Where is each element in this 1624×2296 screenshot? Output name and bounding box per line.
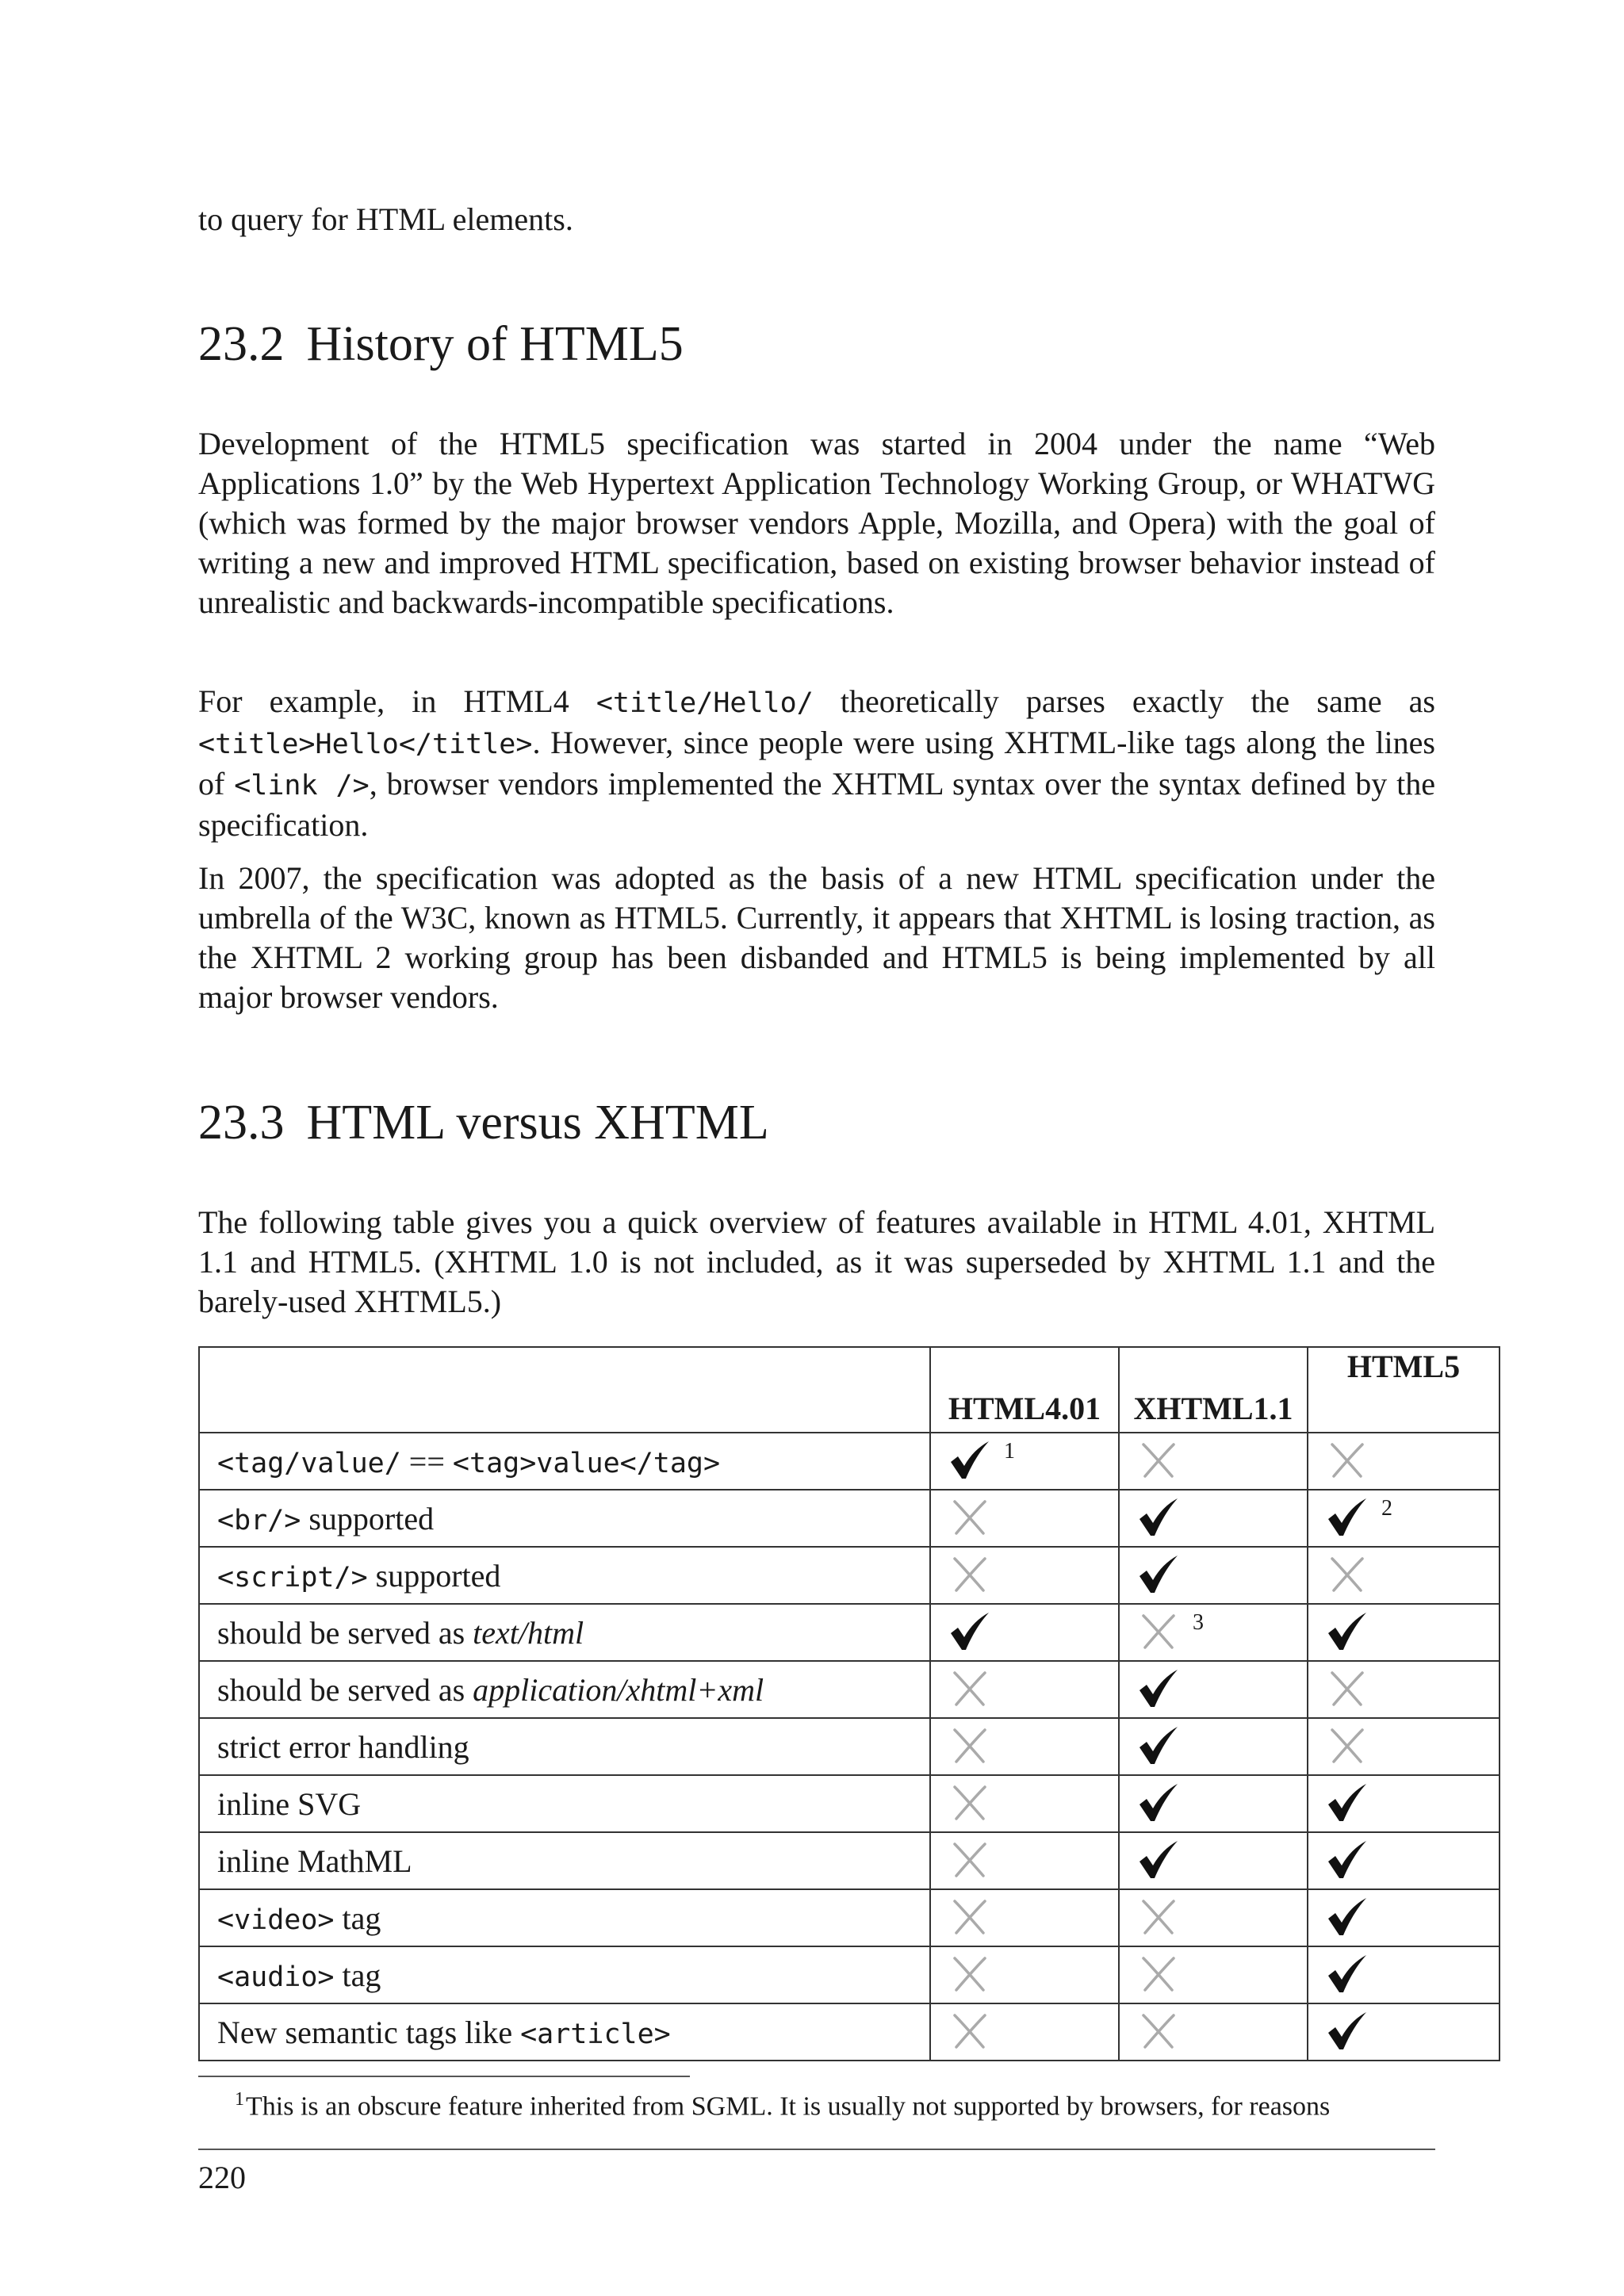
feature-cell [199,1490,930,1547]
support-cell-xhtml11 [1119,1889,1308,1946]
cross-icon [1326,1725,1369,1768]
footnote-reference: 1 [1004,1438,1015,1464]
cross-icon [1137,1896,1180,1939]
table-row [199,1946,1500,2003]
table-row [199,1775,1500,1832]
feature-text: New semantic tags like [217,2014,521,2050]
check-icon [1326,2011,1369,2053]
table-row [199,1718,1500,1775]
footnote-reference: 2 [1381,1495,1392,1521]
check-icon [948,1440,991,1483]
check-icon [1326,1954,1369,1996]
intro-fragment: to query for HTML elements. [198,201,573,237]
feature-cell [199,1946,930,2003]
inline-code: <title/Hello/ [596,687,814,719]
support-cell-html5 [1308,1889,1500,1946]
support-cell-html5 [1308,1433,1500,1490]
cross-icon [1137,1440,1180,1483]
support-cell-html5 [1308,1604,1500,1661]
feature-text: tag [334,1900,381,1936]
inline-code: <tag>value</tag> [452,1447,721,1479]
table-row [199,1604,1500,1661]
support-cell-xhtml11 [1119,1775,1308,1832]
header-xhtml11: XHTML1.1 [1119,1347,1308,1433]
history-paragraph-2: For example, in HTML4 <title/Hello/ theoretically parses exactly the same as <title>Hello</title>. However, since people were using XHTML-like tags along the lines of <link />, browser vendors implemented the XHTML syntax over the syntax defined by the specification. [198,683,1435,843]
support-cell-html401 [930,1775,1119,1832]
feature-cell [199,1832,930,1889]
header-html401: HTML4.01 [930,1347,1119,1433]
support-cell-html401 [930,1889,1119,1946]
inline-code: <script/> [217,1561,368,1594]
table-row [199,1490,1500,1547]
cross-icon [948,1497,991,1540]
feature-cell [199,1604,930,1661]
support-cell-xhtml11 [1119,1832,1308,1889]
support-cell-html401 [930,1832,1119,1889]
support-cell-html401 [930,1661,1119,1718]
check-icon [1137,1839,1180,1882]
cross-icon [948,1954,991,1996]
support-cell-html5 [1308,1547,1500,1604]
footnote-reference: 3 [1193,1609,1204,1635]
feature-text: inline SVG [217,1785,362,1822]
support-cell-xhtml11 [1119,1604,1308,1661]
support-cell-html5 [1308,2003,1500,2061]
cross-icon [1326,1668,1369,1711]
check-icon [1137,1497,1180,1540]
inline-code: <tag/value/ [217,1447,401,1479]
feature-text: == [400,1443,453,1479]
section-heading-history [198,316,1435,373]
section-number: 23.3 [198,1096,285,1150]
cross-icon [948,1554,991,1597]
cross-icon [1326,1440,1369,1483]
check-icon [1137,1782,1180,1825]
feature-cell [199,1547,930,1604]
support-cell-xhtml11 [1119,2003,1308,2061]
check-icon [1326,1611,1369,1654]
feature-text: strict error handling [217,1728,469,1765]
table-row [199,1832,1500,1889]
inline-code: <br/> [217,1504,301,1536]
table-row [199,1547,1500,1604]
feature-text: inline MathML [217,1843,412,1879]
footnote [198,2082,1451,2124]
support-cell-html401 [930,1604,1119,1661]
feature-text: tag [334,1957,381,1993]
table-header-row [199,1347,1500,1433]
comparison-intro-paragraph: The following table gives you a quick overview of features available in HTML 4.01, XHTML 1.1 and HTML5. (XHTML 1.0 is not included, as it was superseded by XHTML 1.1 and the barely-used XHTML5.) [198,1204,1435,1319]
support-cell-html401 [930,1946,1119,2003]
inline-code: <link /> [234,770,370,802]
feature-comparison-table [198,1346,1500,2061]
feature-text: should be served as [217,1671,473,1708]
header-html5: HTML5 [1308,1347,1500,1433]
support-cell-html5 [1308,1718,1500,1775]
emphasis-text: application/xhtml+xml [473,1671,764,1708]
feature-cell [199,1718,930,1775]
inline-code: <video> [217,1904,335,1936]
cross-icon [948,1782,991,1825]
check-icon [1326,1896,1369,1939]
support-cell-xhtml11 [1119,1661,1308,1718]
support-cell-html401 [930,2003,1119,2061]
feature-text: supported [367,1557,501,1594]
check-icon [1326,1839,1369,1882]
inline-code: <article> [520,2018,671,2050]
feature-cell [199,1889,930,1946]
history-paragraph-1: Development of the HTML5 specification was started in 2004 under the name “Web Applications 1.0” by the Web Hypertext Application Technology Working Group, or WHATWG (which was formed by the major browser vendors Apple, Mozilla, and Opera) with the goal of writing a new and improved HTML specification, based on existing browser behavior instead of unrealistic and backwards-incompatible specifications. [198,426,1435,620]
footnote-text: This is an obscure feature inherited from SGML. It is usually not supported by browsers, for reasons [246,2091,1331,2122]
inline-code: <title>Hello</title> [198,729,533,760]
check-icon [1326,1497,1369,1540]
table-body [199,1433,1500,2061]
cross-icon [1137,1611,1180,1654]
section-number: 23.2 [198,317,285,371]
support-cell-html5 [1308,1490,1500,1547]
support-cell-html5 [1308,1775,1500,1832]
check-icon [1326,1782,1369,1825]
cross-icon [1137,1954,1180,1996]
section-title: HTML versus XHTML [306,1096,769,1150]
table-row [199,2003,1500,2061]
check-icon [1137,1554,1180,1597]
cross-icon [1137,2011,1180,2053]
cross-icon [948,2011,991,2053]
check-icon [1137,1668,1180,1711]
header-feature-column [199,1347,930,1433]
table-row [199,1889,1500,1946]
cross-icon [948,1725,991,1768]
support-cell-html5 [1308,1832,1500,1889]
feature-text: should be served as [217,1614,473,1651]
support-cell-xhtml11 [1119,1946,1308,2003]
emphasis-text: text/html [473,1614,584,1651]
page-footer-rule [198,2149,1435,2150]
footnote-marker: 1 [235,2089,244,2110]
section-title: History of HTML5 [306,317,684,371]
footnote-rule [198,2076,690,2077]
history-paragraph-3: In 2007, the specification was adopted as the basis of a new HTML specification under the umbrella of the W3C, known as HTML5. Currently, it appears that XHTML is losing traction, as the XHTML 2 working group has been disbanded and HTML5 is being implemented by all major browser vendors. [198,860,1435,1015]
feature-cell [199,1661,930,1718]
support-cell-xhtml11 [1119,1718,1308,1775]
cross-icon [948,1839,991,1882]
section-heading-html-vs-xhtml [198,1094,1435,1151]
support-cell-xhtml11 [1119,1547,1308,1604]
feature-text: supported [301,1500,435,1536]
support-cell-html5 [1308,1661,1500,1718]
support-cell-html401 [930,1433,1119,1490]
feature-cell [199,1433,930,1490]
support-cell-html401 [930,1718,1119,1775]
support-cell-xhtml11 [1119,1490,1308,1547]
inline-code: <audio> [217,1961,335,1993]
cross-icon [948,1668,991,1711]
feature-cell [199,2003,930,2061]
feature-cell [199,1775,930,1832]
page-number: 220 [198,2160,246,2195]
check-icon [1137,1725,1180,1768]
table-row [199,1661,1500,1718]
support-cell-html401 [930,1490,1119,1547]
cross-icon [948,1896,991,1939]
check-icon [948,1611,991,1654]
table-row [199,1433,1500,1490]
support-cell-html401 [930,1547,1119,1604]
cross-icon [1326,1554,1369,1597]
support-cell-xhtml11 [1119,1433,1308,1490]
support-cell-html5 [1308,1946,1500,2003]
